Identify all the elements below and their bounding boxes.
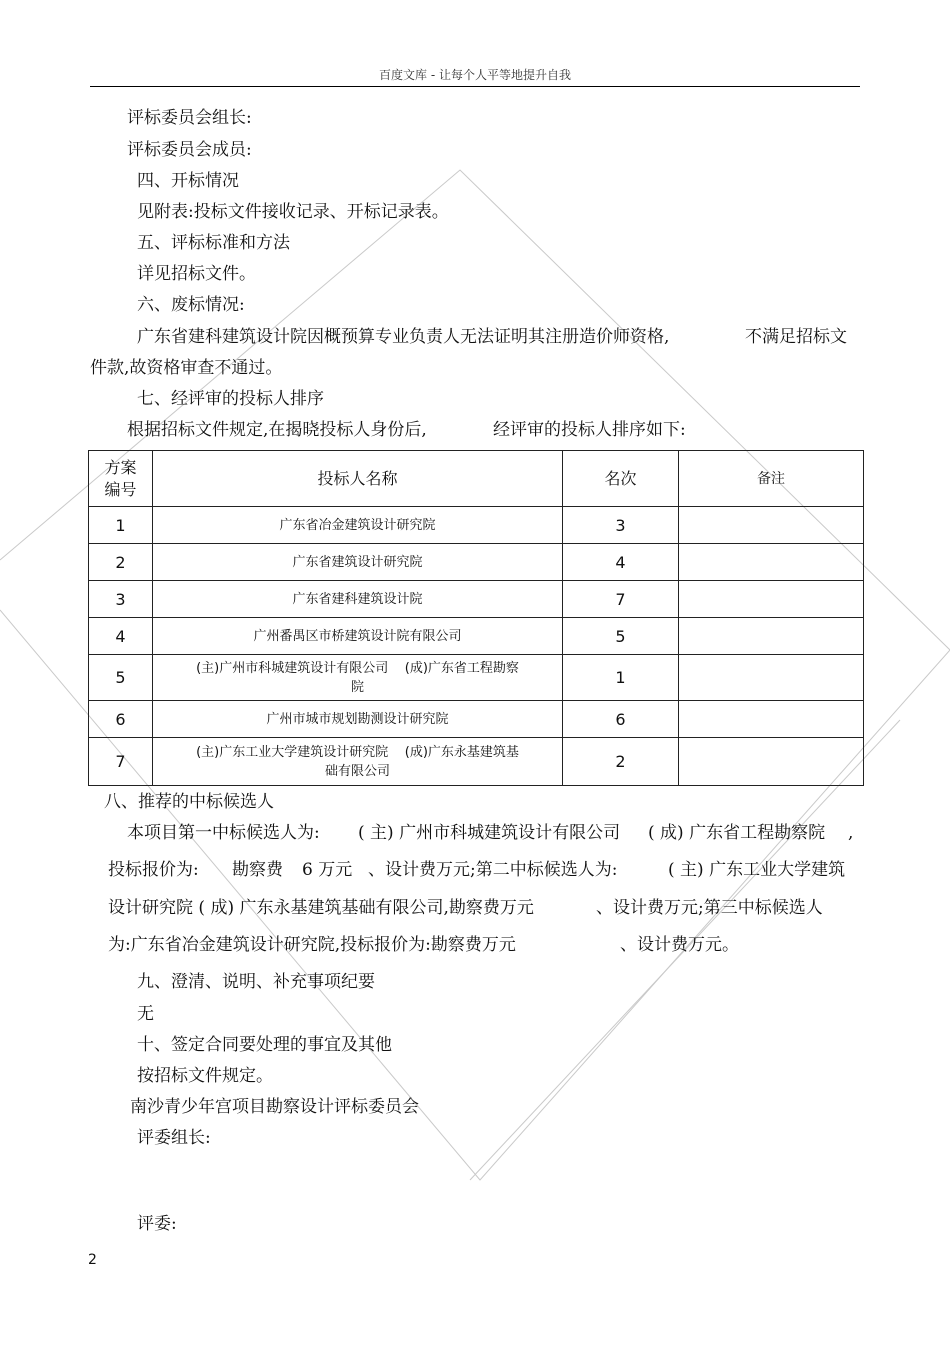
section6-text-line1: 广东省建科建筑设计院因概预算专业负责人无法证明其注册造价师资格,	[137, 327, 670, 347]
bidder-name	[153, 701, 563, 738]
section7-title: 七、经评审的投标人排序	[137, 389, 324, 409]
section8-title: 八、推荐的中标候选人	[104, 792, 274, 812]
table-row	[89, 738, 864, 786]
bidder-name-line2: 础有限公司	[324, 763, 390, 779]
remark-cell	[679, 618, 864, 655]
rank-value: 6	[563, 701, 679, 738]
section4-text: 见附表:投标文件接收记录、开标记录表。	[137, 202, 449, 222]
section9-text: 无	[137, 1004, 154, 1024]
bidder-name	[153, 507, 563, 544]
bidder-name	[153, 738, 563, 786]
bidder-name	[153, 655, 563, 701]
section4-title: 四、开标情况	[137, 171, 239, 191]
committee-leader-label: 评标委员会组长:	[127, 108, 252, 128]
section7-intro-end: 经评审的投标人排序如下:	[493, 420, 686, 440]
bidder-name	[153, 581, 563, 618]
table-row	[89, 701, 864, 738]
rank-value: 7	[563, 581, 679, 618]
bidder-name-line2: 院	[350, 679, 364, 695]
section6-text-line1-end: 不满足招标文	[745, 327, 847, 347]
remark-cell	[679, 701, 864, 738]
remark-cell	[679, 655, 864, 701]
bidder-name-line1: 广东省建筑设计研究院	[292, 554, 423, 570]
section8-line2-d: 、设计费万元;第二中标候选人为:	[368, 860, 618, 880]
col-header-bidder: 投标人名称	[153, 451, 563, 507]
section8-line4-b: 、设计费万元。	[620, 935, 739, 955]
bidder-name-line1: 广东省冶金建筑设计研究院	[279, 517, 436, 533]
scheme-no: 2	[89, 544, 153, 581]
scheme-no: 3	[89, 581, 153, 618]
section7-intro: 根据招标文件规定,在揭晓投标人身份后,	[127, 420, 427, 440]
bidder-name-line1: 广州市城市规划勘测设计研究院	[266, 711, 449, 727]
col-header-rank: 名次	[563, 451, 679, 507]
col-header-scheme	[89, 451, 153, 507]
section6-title: 六、废标情况:	[137, 295, 245, 315]
header-divider	[90, 86, 860, 87]
col-header-scheme-line2: 编号	[104, 479, 137, 499]
section8-line1-a: 本项目第一中标候选人为:	[127, 823, 320, 843]
scheme-no: 7	[89, 738, 153, 786]
section8-line3-b: 、设计费万元;第三中标候选人	[596, 898, 823, 918]
section8-line2-c: 6 万元	[302, 860, 353, 880]
section9-title: 九、澄清、说明、补充事项纪要	[137, 972, 375, 992]
signature-leader-label: 评委组长:	[137, 1128, 211, 1148]
bidder-name	[153, 618, 563, 655]
section8-line1-c: ( 成) 广东省工程勘察院	[648, 823, 826, 843]
section8-line1-b: ( 主) 广州市科城建筑设计有限公司	[358, 823, 621, 843]
rank-value: 4	[563, 544, 679, 581]
table-row	[89, 581, 864, 618]
committee-members-label: 评标委员会成员:	[127, 140, 252, 160]
section10-text: 按招标文件规定。	[137, 1066, 273, 1086]
remark-cell	[679, 544, 864, 581]
bidder-name-line1: 广州番禺区市桥建筑设计院有限公司	[253, 628, 462, 644]
section8-line2-a: 投标报价为:	[108, 860, 199, 880]
remark-cell	[679, 507, 864, 544]
table-row	[89, 618, 864, 655]
signature-members-label: 评委:	[137, 1214, 177, 1234]
table-row	[89, 544, 864, 581]
scheme-no: 5	[89, 655, 153, 701]
section6-text-line2: 件款,故资格审查不通过。	[90, 358, 283, 378]
table-header-row	[89, 451, 864, 507]
scheme-no: 4	[89, 618, 153, 655]
bidder-name-line1: (主)广东工业大学建筑设计研究院 (成)广东永基建筑基	[196, 744, 519, 760]
page-header: 百度文库 - 让每个人平等地提升自我	[379, 68, 571, 82]
scheme-no: 1	[89, 507, 153, 544]
rank-value: 5	[563, 618, 679, 655]
section8-line4-a: 为:广东省冶金建筑设计研究院,投标报价为:勘察费万元	[108, 935, 516, 955]
section5-text: 详见招标文件。	[137, 264, 256, 284]
scheme-no: 6	[89, 701, 153, 738]
bidder-name-line1: (主)广州市科城建筑设计有限公司 (成)广东省工程勘察	[196, 660, 519, 676]
table-row	[89, 507, 864, 544]
remark-cell	[679, 738, 864, 786]
section10-title: 十、签定合同要处理的事宜及其他	[137, 1035, 392, 1055]
remark-cell	[679, 581, 864, 618]
section8-line3-a: 设计研究院 ( 成) 广东永基建筑基础有限公司,勘察费万元	[108, 898, 534, 918]
col-header-remark: 备注	[679, 451, 864, 507]
rank-value: 1	[563, 655, 679, 701]
bidder-name-line1: 广东省建科建筑设计院	[292, 591, 423, 607]
signature-organization: 南沙青少年宫项目勘察设计评标委员会	[130, 1097, 419, 1117]
bidder-ranking-table	[88, 450, 864, 786]
section8-line2-b: 勘察费	[232, 860, 283, 880]
rank-value: 3	[563, 507, 679, 544]
table-row	[89, 655, 864, 701]
section8-line2-e: ( 主) 广东工业大学建筑	[668, 860, 846, 880]
section5-title: 五、评标标准和方法	[137, 233, 290, 253]
section8-line1-d: ,	[848, 823, 854, 843]
page-number: 2	[88, 1252, 97, 1268]
bidder-name	[153, 544, 563, 581]
rank-value: 2	[563, 738, 679, 786]
col-header-scheme-line1: 方案	[104, 457, 137, 477]
